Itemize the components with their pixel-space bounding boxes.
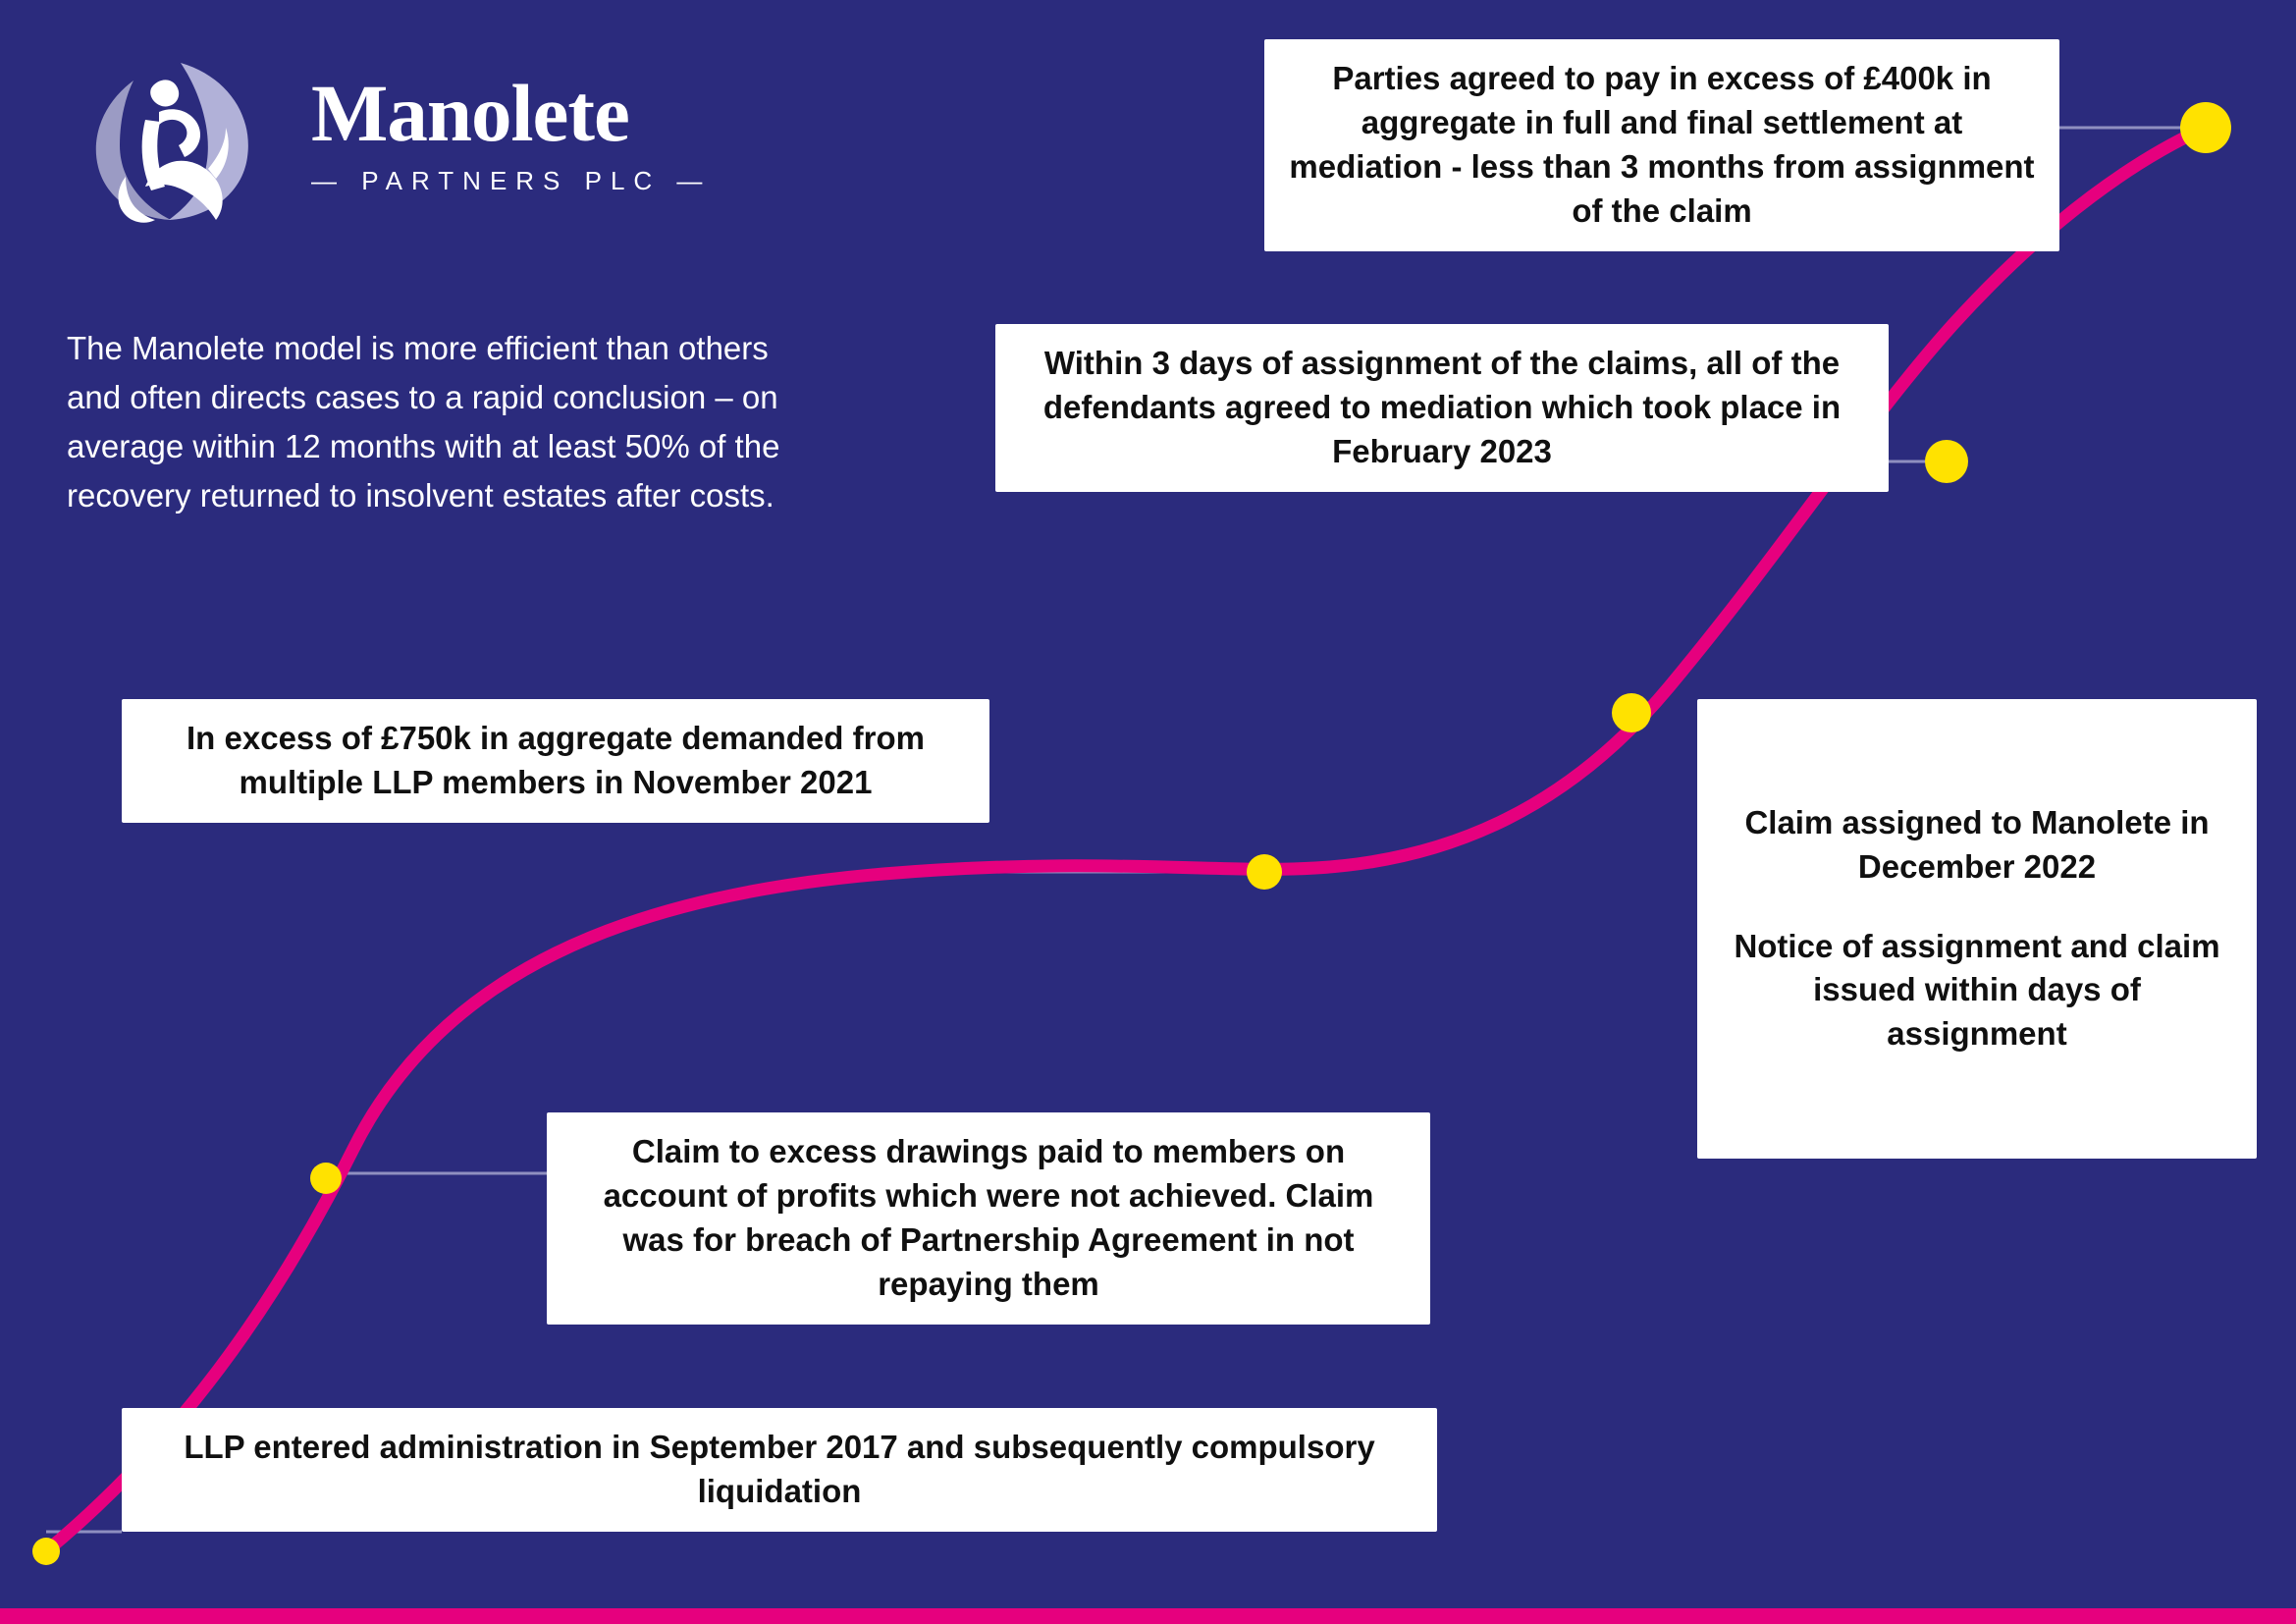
callout-assignment	[1697, 699, 2257, 1159]
callout-assignment-line1: Claim assigned to Manolete in December 2022	[1744, 803, 2210, 885]
callout-administration-text: LLP entered administration in September 2017 and subsequently compulsory liquidation	[184, 1429, 1375, 1509]
callout-settlement	[1264, 39, 2059, 251]
timeline-node[interactable]	[1925, 440, 1968, 483]
callout-administration	[122, 1408, 1437, 1532]
callout-demand-text: In excess of £750k in aggregate demanded from multiple LLP members in November 2021	[187, 720, 925, 800]
timeline-node[interactable]	[1612, 693, 1651, 732]
callout-demand	[122, 699, 989, 823]
timeline-node[interactable]	[310, 1163, 342, 1194]
callout-excess-drawings-text: Claim to excess drawings paid to members on account of profits which were not achieved. Claim was for breach of Partnership Agreement in not repaying them	[603, 1133, 1374, 1302]
timeline-node[interactable]	[32, 1538, 60, 1565]
callout-excess-drawings	[547, 1112, 1430, 1325]
callout-settlement-text: Parties agreed to pay in excess of £400k in aggregate in full and final settlement at mediation - less than 3 months from assignment of the claim	[1289, 60, 2035, 229]
timeline-node[interactable]	[1247, 854, 1282, 890]
callout-mediation	[995, 324, 1889, 492]
timeline-node[interactable]	[2180, 102, 2231, 153]
bottom-accent-bar	[0, 1608, 2296, 1624]
intro-paragraph: The Manolete model is more efficient than others and often directs cases to a rapid conclusion – on average within 12 months with at least 50% of the recovery returned to insolvent estates after costs.	[67, 330, 780, 514]
callout-mediation-text: Within 3 days of assignment of the claims, all of the defendants agreed to mediation which took place in February 2023	[1042, 345, 1842, 469]
brand-subtitle: — PARTNERS PLC —	[311, 166, 712, 195]
brand-name: Manolete	[311, 68, 629, 158]
callout-assignment-line2: Notice of assignment and claim issued within days of assignment	[1734, 927, 2220, 1053]
